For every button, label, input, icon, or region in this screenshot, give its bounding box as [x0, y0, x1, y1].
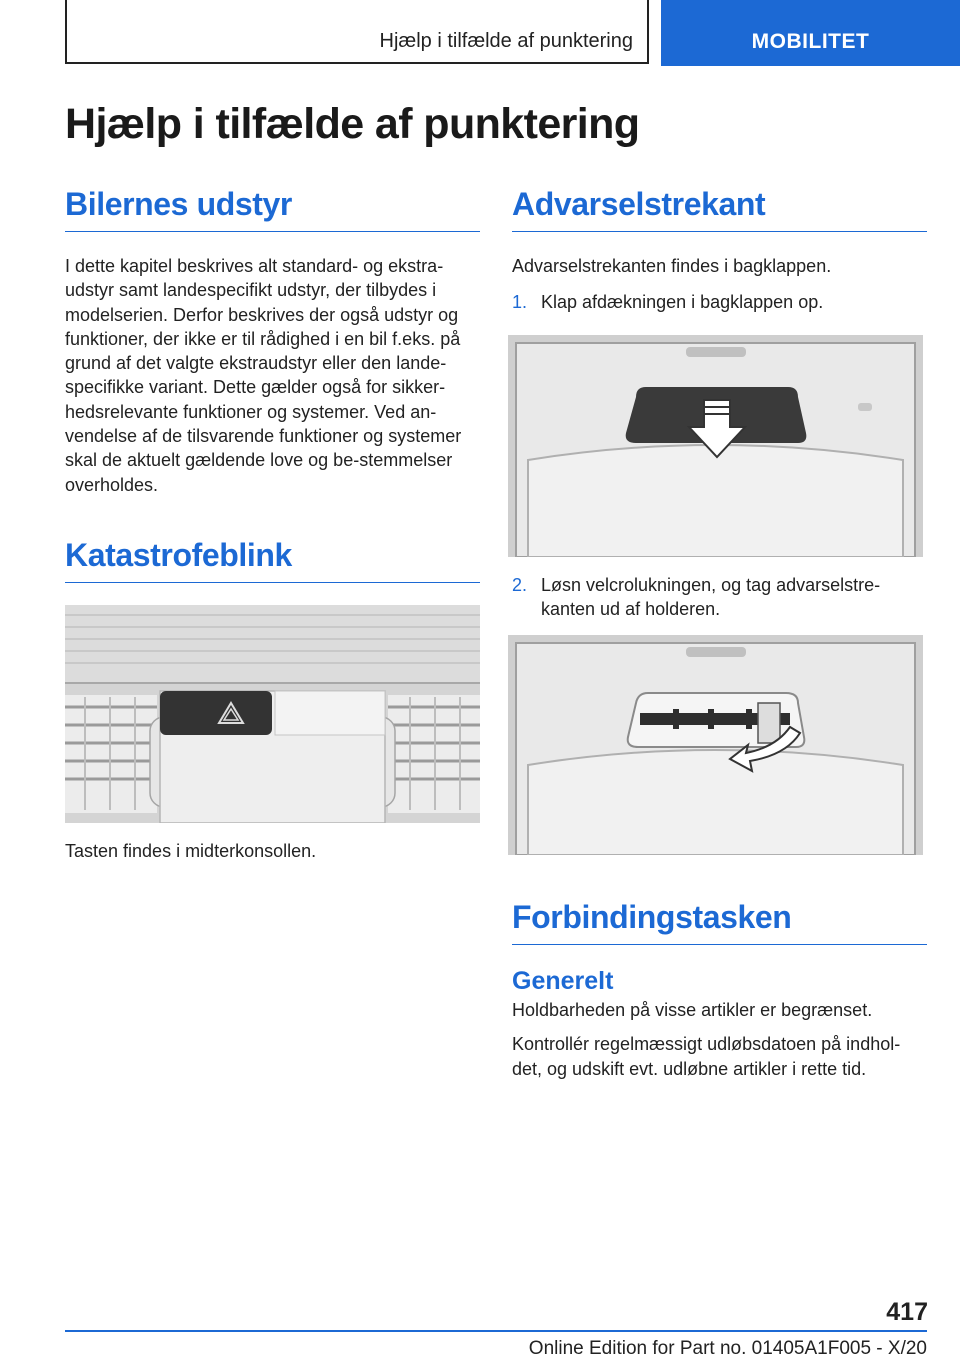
- hazard-caption: Tasten findes i midterkonsollen.: [65, 840, 317, 861]
- section-tab-mobility[interactable]: [661, 0, 960, 66]
- step-2: [512, 573, 927, 622]
- heading-general: Generelt: [512, 967, 614, 996]
- section-tab-label: MOBILITET: [751, 30, 870, 53]
- heading-first-aid-kit: Forbindingstasken: [512, 899, 927, 945]
- hazard-button-illustration: [65, 605, 480, 823]
- step-2-text: Løsn velcrolukningen, og tag advarselstre-kanten ud af holderen.: [541, 574, 881, 619]
- right-column: [512, 186, 927, 1081]
- general-paragraph-2: Kontrollér regelmæssigt udløbsdatoen på indhol-det, og udskift evt. udløbne artikler i rette tid.: [512, 1034, 901, 1079]
- equipment-paragraph: I dette kapitel beskrives alt standard- og ekstra-udstyr samt landespecifikt udstyr, der tilbydes i modelserien. Derfor beskrives der også udstyr og funktioner, der ikke er til rådighed i en bil f.eks. på grund af det valgte ekstraudstyr eller den lande-specifikke variant. Dette gælder også for sikker-hedsrelevante funktioner og systemer. Ved an-vendelse af de tilsvarende funktioner og systemer skal de aktuelt gældende love og be-stemmelser overholdes.: [65, 256, 462, 495]
- header-frame: [65, 0, 649, 64]
- left-column: [65, 186, 480, 863]
- header-section-title: Hjælp i tilfælde af punktering: [379, 30, 633, 52]
- tailgate-cover-illustration: [508, 335, 923, 557]
- footer-divider: [65, 1330, 927, 1332]
- footer-edition: Online Edition for Part no. 01405A1F005 - X/20: [528, 1338, 927, 1359]
- heading-vehicle-equipment: Bilernes udstyr: [65, 186, 480, 232]
- step-1: [512, 290, 927, 314]
- step-1-text: Klap afdækningen i bagklappen op.: [541, 292, 824, 313]
- heading-warning-triangle: Advarselstrekant: [512, 186, 927, 232]
- heading-hazard-lights: Katastrofeblink: [65, 537, 480, 583]
- general-paragraph-1: Holdbarheden på visse artikler er begrænset.: [512, 1000, 873, 1021]
- triangle-holder-illustration: [508, 635, 923, 855]
- step-2-number: 2.: [512, 574, 528, 595]
- page-number: 417: [886, 1298, 928, 1326]
- step-1-number: 1.: [512, 292, 528, 313]
- triangle-intro: Advarselstrekanten findes i bagklappen.: [512, 256, 832, 276]
- page-title: Hjælp i tilfælde af punktering: [65, 100, 640, 148]
